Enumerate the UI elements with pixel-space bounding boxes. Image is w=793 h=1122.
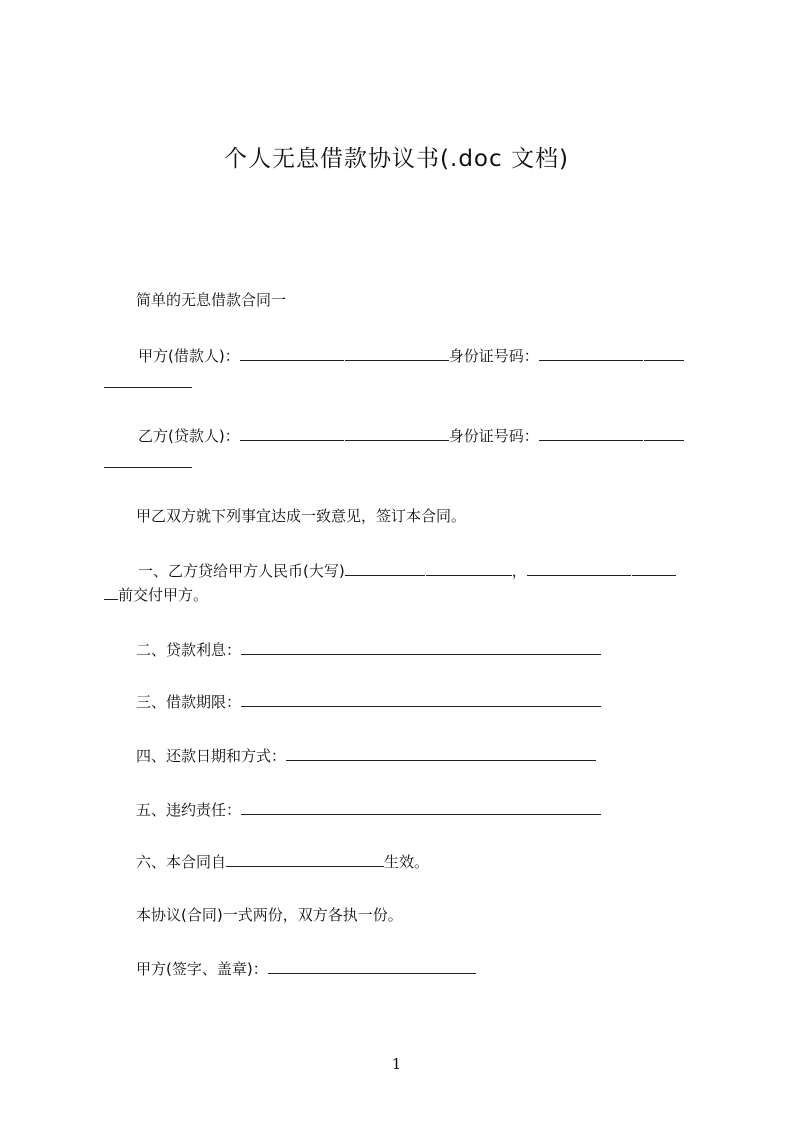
- clause-4-label: 四、还款日期和方式：: [136, 747, 287, 765]
- contract-subtitle: 简单的无息借款合同一: [136, 291, 287, 309]
- clause-1-date-blank-2: [632, 560, 676, 576]
- clause-6-suffix: 生效。: [384, 853, 430, 871]
- party-b-id-blank-2: [644, 425, 684, 441]
- party-a-label: 甲方(借款人)：: [138, 347, 240, 365]
- party-a-id-label: 身份证号码：: [448, 347, 539, 365]
- clause-3-label: 三、借款期限：: [136, 693, 242, 711]
- party-a-id-continuation: [104, 372, 192, 393]
- clause-3-line: [136, 691, 601, 712]
- clause-2-line: [136, 639, 601, 660]
- party-a-id-blank-2: [644, 345, 684, 361]
- clause-1-amount-blank-2: [426, 560, 512, 576]
- party-a-line: [138, 345, 684, 366]
- document-title: 个人无息借款协议书(.doc 文档): [224, 146, 569, 172]
- party-b-line: [138, 425, 684, 446]
- clause-5-line: [136, 799, 601, 820]
- clause-5-label: 五、违约责任：: [136, 801, 242, 819]
- clause-2-blank: [241, 639, 601, 655]
- clause-1-continuation: [104, 584, 208, 605]
- clause-6-line: [136, 851, 429, 872]
- signature-a-label: 甲方(签字、盖章)：: [136, 960, 268, 978]
- party-a-id-blank-3: [104, 372, 192, 388]
- party-b-id-blank: [539, 425, 643, 441]
- clause-1-prefix: 一、乙方贷给甲方人民币(大写): [138, 562, 345, 580]
- clause-4-line: [136, 745, 596, 766]
- party-b-name-blank-2: [345, 425, 449, 441]
- copies-text: 本协议(合同)一式两份，双方各执一份。: [136, 906, 403, 924]
- clause-2-label: 二、贷款利息：: [136, 641, 242, 659]
- signature-a-line: [136, 958, 476, 979]
- intro-text: 甲乙双方就下列事宜达成一致意见，签订本合同。: [136, 507, 467, 525]
- clause-6-date-blank: [226, 851, 384, 867]
- clause-1-comma: ，: [511, 562, 527, 580]
- clause-1-date-blank: [527, 560, 631, 576]
- clause-5-blank: [241, 799, 601, 815]
- party-b-id-blank-3: [104, 452, 192, 468]
- party-b-label: 乙方(贷款人)：: [138, 427, 240, 445]
- clause-1-amount-blank: [345, 560, 425, 576]
- clause-1-date-blank-3: [104, 584, 118, 600]
- party-a-id-blank: [539, 345, 643, 361]
- party-b-id-label: 身份证号码：: [448, 427, 539, 445]
- clause-1-suffix: 前交付甲方。: [118, 586, 209, 604]
- clause-6-prefix: 六、本合同自: [136, 853, 227, 871]
- page-number: 1: [391, 1055, 402, 1073]
- clause-4-blank: [286, 745, 596, 761]
- party-a-name-blank-2: [345, 345, 449, 361]
- signature-a-blank: [268, 958, 476, 974]
- clause-1-line: [138, 560, 676, 581]
- party-b-name-blank: [240, 425, 344, 441]
- party-a-name-blank: [240, 345, 344, 361]
- clause-3-blank: [241, 691, 601, 707]
- party-b-id-continuation: [104, 452, 192, 473]
